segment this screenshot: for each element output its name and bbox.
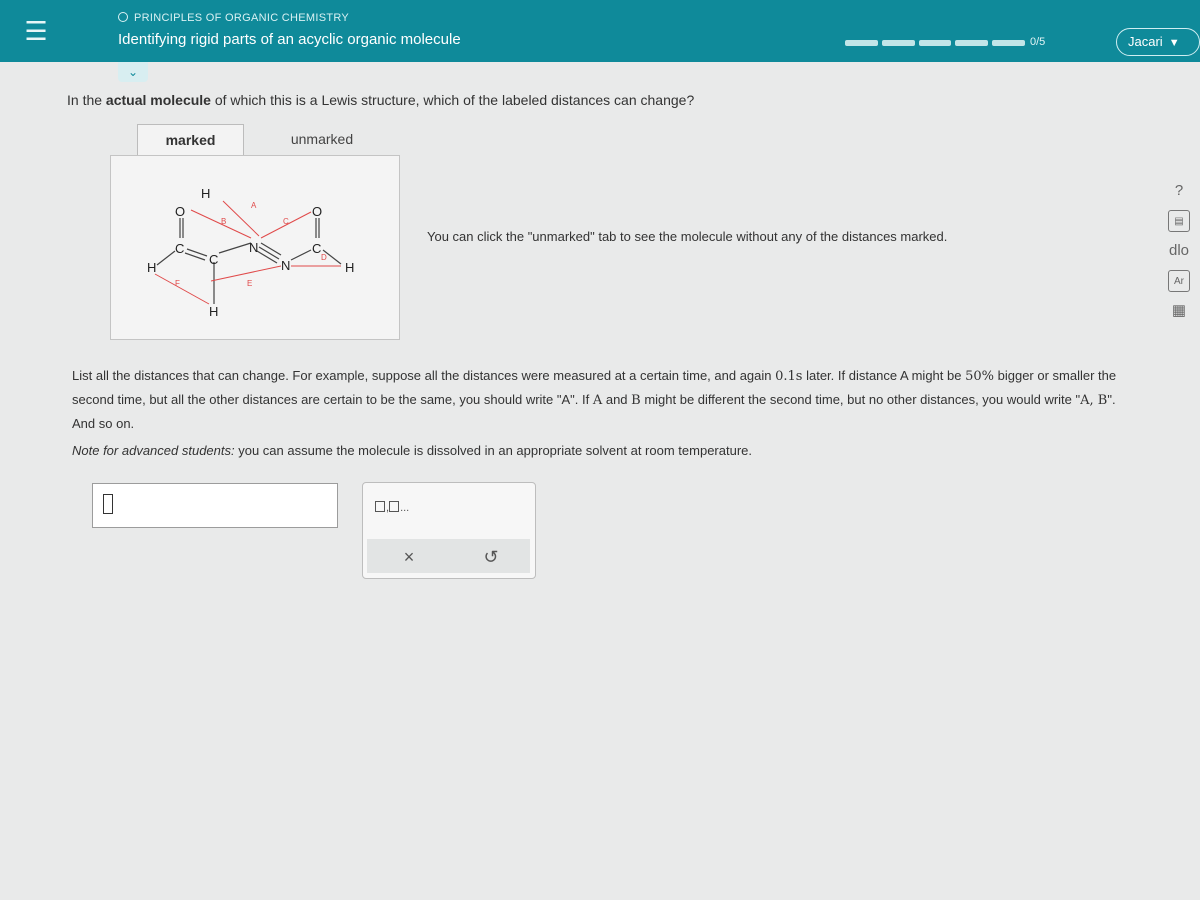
lewis-structure — [111, 156, 399, 339]
atom-n-1: N — [249, 240, 259, 255]
label-f: F — [175, 279, 180, 288]
collapse-toggle-chevron-icon[interactable]: ⌄ — [118, 62, 148, 82]
calculator-icon[interactable]: ▤ — [1168, 210, 1190, 232]
page-title: Identifying rigid parts of an acyclic organic molecule — [118, 31, 461, 48]
label-d: D — [321, 253, 327, 262]
cursor-box — [103, 494, 113, 514]
instructions-text: List all the distances that can change. For example, suppose all the distances were measured at a certain time, and again 0.1s later. If distance A might be 50% bigger or smaller the second time, but all the other distances are certain to be the same, you should write "A". If A and B might be different the second time, but no other distances, you would write "A, B". And so on. — [72, 368, 1117, 431]
clear-button[interactable]: × — [403, 547, 415, 567]
label-a: A — [251, 201, 257, 210]
toolbox-actions — [367, 539, 530, 573]
breadcrumb — [118, 12, 349, 24]
note-text: Note for advanced students: you can assume the molecule is dissolved in an appropriate solvent at room temperature. — [72, 443, 752, 458]
list-template-button[interactable]: , ... — [375, 501, 409, 514]
periodic-table-icon[interactable]: Ar — [1168, 270, 1190, 292]
hint-text: You can click the "unmarked" tab to see the molecule without any of the distances marked. — [427, 229, 948, 244]
top-bar — [0, 0, 1200, 62]
atom-h-right: H — [345, 260, 355, 275]
question-text: In the actual molecule of which this is a Lewis structure, which of the labeled distances can change? — [67, 92, 695, 108]
chevron-down-icon: ▼ — [1168, 37, 1180, 49]
atom-o-right: O — [312, 204, 323, 219]
progress-bar — [845, 40, 1025, 46]
user-menu-button[interactable] — [1116, 28, 1200, 56]
tab-unmarked[interactable]: unmarked — [290, 131, 354, 147]
help-icon[interactable]: ? — [1174, 182, 1184, 199]
breadcrumb-text: PRINCIPLES OF ORGANIC CHEMISTRY — [134, 12, 350, 24]
label-e: E — [247, 279, 253, 288]
atom-c-right: C — [312, 241, 322, 256]
label-c: C — [283, 217, 289, 226]
answer-input[interactable] — [92, 483, 338, 528]
atom-n-2: N — [281, 258, 291, 273]
atom-h-top: H — [201, 186, 211, 201]
grid-icon[interactable]: ▦ — [1171, 302, 1187, 319]
chart-icon[interactable]: dlo — [1168, 242, 1190, 259]
atom-c-left: C — [175, 241, 185, 256]
side-toolbar — [1168, 180, 1196, 330]
atom-o-left: O — [175, 204, 186, 219]
label-b: B — [221, 217, 227, 226]
molecule-tabs — [137, 124, 400, 156]
atom-c-center: C — [209, 252, 219, 267]
atom-h-bottom: H — [209, 304, 219, 319]
topic-circle-icon — [118, 12, 128, 22]
tab-marked[interactable]: marked — [137, 124, 244, 156]
answer-toolbox — [362, 482, 536, 579]
progress-label: 0/5 — [1030, 36, 1046, 48]
atom-h-left: H — [147, 260, 157, 275]
molecule-diagram — [110, 155, 400, 340]
user-name: Jacari — [1128, 34, 1163, 49]
undo-button[interactable]: ↺ — [483, 547, 499, 567]
hamburger-icon[interactable]: ☰ — [24, 16, 48, 46]
